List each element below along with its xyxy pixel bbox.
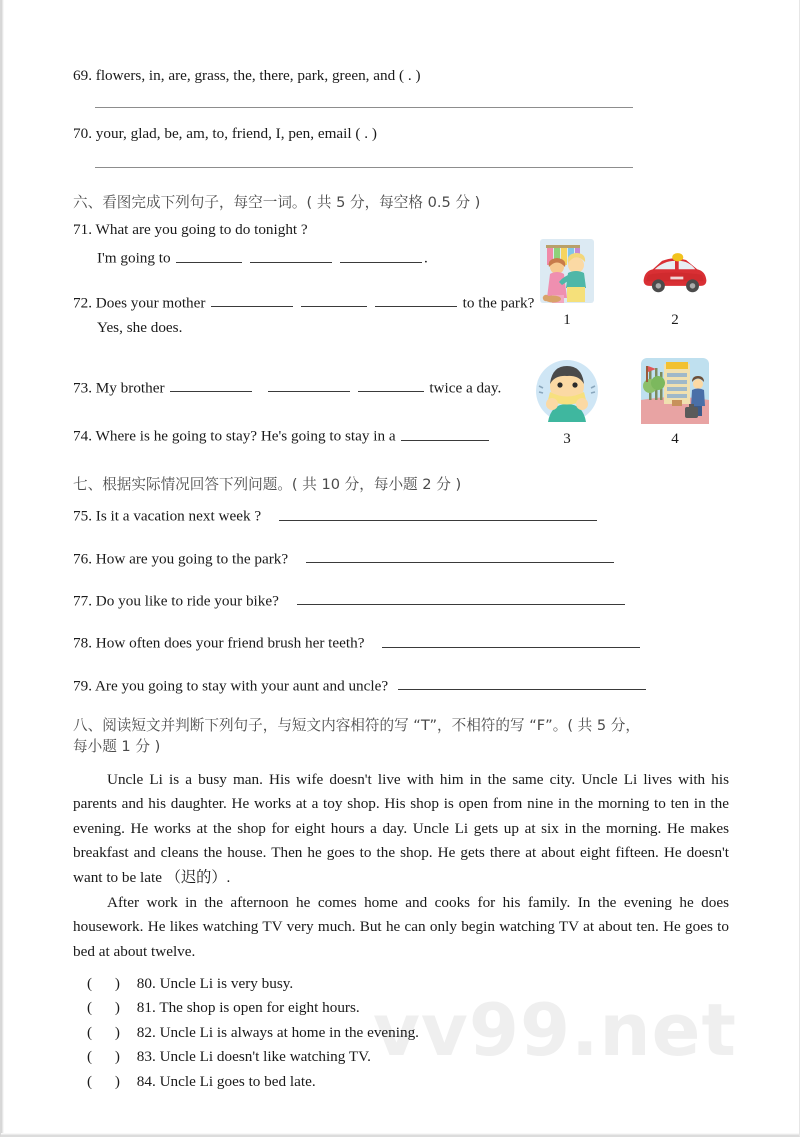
tf-item-80 [73,972,729,997]
tf-number-80: 80. [136,974,156,992]
section-seven-heading: 七、根据实际情况回答下列问题。( 共 10 分，每小题 2 分 ) [73,475,462,493]
question-76-answer-blank[interactable] [306,548,614,563]
picture-label: 4 [671,431,679,447]
passage-text-1: Uncle Li is a busy man. His wife doesn't live with him in the same city. Uncle Li lives with his parents and his daughter. He works at a toy shop. His shop is open from nine in the morning to ten in the evening. He works at the shop for eight hours a day. Uncle Li gets up at six in the morning. He makes breakfast and cleans the house. Then he goes to the shop. He gets there at about eight fifteen. He doesn't want to be late （迟的）. [73,770,729,887]
question-75-answer-blank[interactable] [279,505,597,520]
question-75 [73,505,729,525]
tf-number-82: 82. [136,1023,156,1041]
question-74-number: 74. [73,427,92,445]
page-edge-left [1,0,4,1136]
question-78-answer-blank[interactable] [382,632,640,647]
question-71-blank-3[interactable] [340,247,422,262]
tf-answer-box-80[interactable]: ( ) [87,974,120,992]
content-column [73,66,729,1095]
question-75-number: 75. [73,507,92,525]
question-72-blank-1[interactable] [211,292,293,307]
question-71-answer-prefix: I'm going to [97,249,171,267]
question-72-blank-3[interactable] [375,292,457,307]
question-74-text-before: Where is he going to stay? He's going to stay in a [95,427,396,445]
question-73-blank-3[interactable] [358,377,424,392]
question-73-blank-2[interactable] [268,377,350,392]
question-73 [73,377,729,397]
question-73-text-before: My brother [95,379,165,397]
picture-label: 1 [563,312,571,328]
tf-text-80: Uncle Li is very busy. [159,974,294,992]
question-72-text-after: to the park? [462,294,535,312]
question-79-text: Are you going to stay with your aunt and uncle? [94,677,389,695]
tf-answer-box-81[interactable]: ( ) [87,999,120,1017]
tf-number-81: 81. [136,999,156,1017]
tf-answer-box-83[interactable]: ( ) [87,1048,120,1066]
tf-answer-box-84[interactable]: ( ) [87,1073,120,1091]
question-72-blank-2[interactable] [301,292,367,307]
question-79-answer-blank[interactable] [398,675,646,690]
section-eight-heading-line2: 每小题 1 分 ) [73,738,161,756]
question-77-text: Do you like to ride your bike? [95,592,279,610]
question-71-prompt [73,220,729,239]
true-false-list [73,972,729,1095]
section-six-heading: 六、看图完成下列句子，每空一词。( 共 5 分，每空格 0.5 分 ) [73,194,481,211]
question-75-text: Is it a vacation next week ? [95,507,262,525]
question-71-text: What are you going to do tonight ? [95,221,308,239]
question-73-text-after: twice a day. [429,379,502,397]
section-eight-heading-line1: 八、阅读短文并判断下列句子，与短文内容相符的写 “T”，不相符的写 “F”。( 共 5 分， [73,717,641,735]
tf-number-84: 84. [136,1073,156,1091]
question-78 [73,632,729,652]
tf-item-84 [73,1070,729,1095]
passage-paragraph-2 [73,891,729,965]
tf-text-81: The shop is open for eight hours. [159,999,360,1017]
question-71-number: 71. [73,221,92,239]
question-77 [73,590,729,610]
question-76 [73,548,729,568]
question-72-number: 72. [73,294,92,312]
question-71-blank-1[interactable] [176,247,242,262]
reading-passage [73,768,729,965]
question-76-text: How are you going to the park? [95,549,289,567]
tf-text-82: Uncle Li is always at home in the evening. [159,1023,419,1041]
question-71-answer [73,247,729,267]
tf-text-83: Uncle Li doesn't like watching TV. [159,1048,371,1066]
question-78-number: 78. [73,634,92,652]
question-76-number: 76. [73,549,92,567]
question-74 [73,425,729,445]
question-72-text-before: Does your mother [95,294,206,312]
page-edge-bottom [1,1133,799,1136]
question-72-prompt [73,292,729,312]
picture-label: 2 [671,312,679,328]
tf-item-83 [73,1045,729,1070]
tf-item-82 [73,1021,729,1046]
question-77-answer-blank[interactable] [297,590,625,605]
question-70 [73,124,729,143]
question-79 [73,675,729,695]
question-73-number: 73. [73,379,92,397]
site-watermark: vv99.net [373,988,737,1072]
question-69 [73,66,729,85]
picture-label: 3 [563,431,571,447]
question-71-blank-2[interactable] [250,247,332,262]
question-74-blank-1[interactable] [401,425,489,440]
tf-number-83: 83. [136,1048,156,1066]
question-79-number: 79. [73,677,92,695]
tf-item-81 [73,996,729,1021]
tf-answer-box-82[interactable]: ( ) [87,1023,120,1041]
question-73-blank-1[interactable] [170,377,252,392]
question-78-text: How often does your friend brush her teeth? [95,634,365,652]
question-69-text: flowers, in, are, grass, the, there, park, green, and ( . ) [95,67,421,84]
question-77-number: 77. [73,592,92,610]
question-72-answer: Yes, she does. [97,319,183,337]
tf-text-84: Uncle Li goes to bed late. [159,1073,316,1091]
passage-paragraph-1 [73,768,729,891]
question-70-number: 70. [73,125,92,142]
question-69-number: 69. [73,67,92,84]
question-71-answer-suffix: . [424,249,428,267]
question-70-text: your, glad, be, am, to, friend, I, pen, email ( . ) [95,125,377,142]
passage-text-2: After work in the afternoon he comes home and cooks for his family. In the evening he does housework. He likes watching TV very much. But he can only begin watching TV at about ten. He goes to bed at about twelve. [73,893,729,960]
